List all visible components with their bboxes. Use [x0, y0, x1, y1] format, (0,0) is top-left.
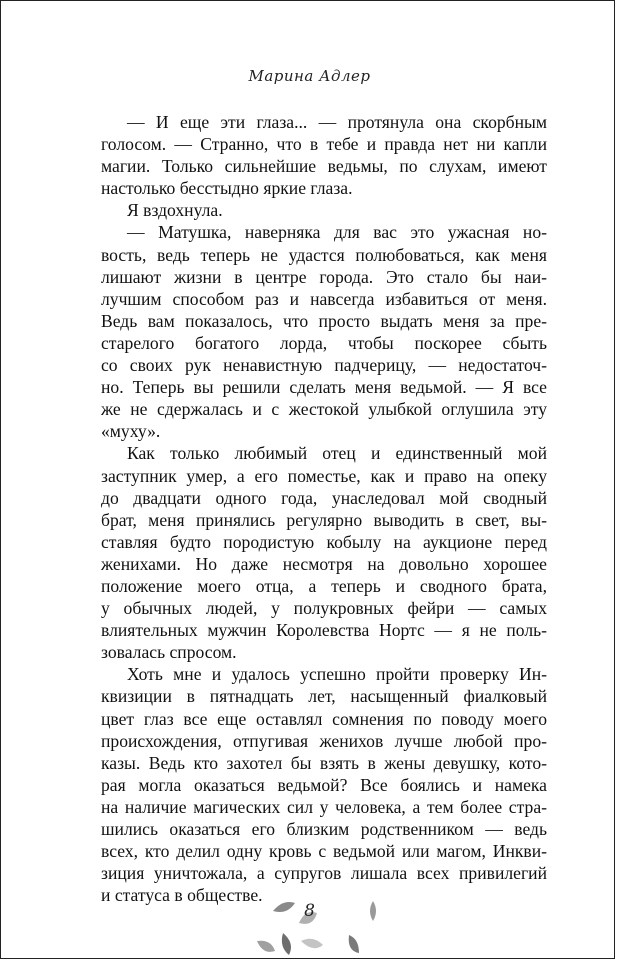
page-number: 8: [304, 901, 315, 921]
text-line: происхождения, отпугивая женихов лучше любой про-: [101, 730, 547, 751]
text-line: квизиции в пятнадцать лет, насыщенный фиалковый: [101, 686, 547, 707]
petal-shape: [282, 933, 291, 955]
text-line: и статуса в обществе.: [101, 885, 263, 906]
petal-ornament: [1, 881, 617, 961]
text-line: рая могла оказаться ведьмой? Все боялись и намека: [101, 774, 547, 795]
text-line: у обычных людей, у полукровных фейри — самых: [101, 598, 547, 619]
text-line: Хоть мне и удалось успешно пройти проверку Ин-: [127, 664, 547, 685]
text-line: «муху».: [101, 421, 161, 442]
text-line: но. Теперь вы решили сделать меня ведьмой. — Я все: [101, 377, 547, 398]
text-line: положение моего отца, а теперь и сводного брата,: [101, 575, 547, 596]
text-line: ставляя будто породистую кобылу на аукционе перед: [101, 531, 547, 552]
text-line: зиция уничтожала, а супругов лишала всех привилегий: [101, 863, 547, 884]
petal-shape: [257, 941, 275, 952]
text-line: настолько бесстыдно яркие глаза.: [101, 178, 353, 199]
text-line: на наличие магических сил у человека, а тем более стра-: [101, 796, 547, 817]
petal-shape: [301, 939, 323, 948]
text-line: же не сдержалась и с жестокой улыбкой оглушила эту: [101, 399, 547, 420]
running-title: Марина Адлер: [248, 67, 371, 85]
text-line: до двадцати одного года, унаследовал мой сводный: [101, 487, 547, 508]
text-line: — Матушка, наверняка для вас это ужасная но-: [127, 222, 547, 243]
text-line: голосом. — Странно, что в тебе и правда нет ни капли: [101, 134, 547, 155]
text-line: лишают жизни в центре города. Это стало бы наи-: [101, 266, 547, 287]
text-line: заступник умер, а его поместье, как и право на опеку: [101, 465, 547, 486]
text-line: магии. Только сильнейшие ведьмы, по слухам, имеют: [101, 156, 547, 177]
text-line: Как только любимый отец и единственный мой: [127, 443, 547, 464]
text-line: старелого богатого лорда, чтобы поскорее сбыть: [101, 332, 547, 353]
text-line: со своих рук ненавистную падчерицу, — недостаточ-: [101, 355, 547, 376]
text-line: цвет глаз все еще оставлял сомнения по поводу моего: [101, 708, 547, 729]
text-line: всех, кто делил одну кровь с ведьмой или магом, Инкви-: [101, 841, 547, 862]
text-line: женихами. Но даже несмотря на довольно хорошее: [101, 553, 547, 574]
text-line: Ведь вам показалось, что просто выдать меня за пре-: [101, 310, 547, 331]
text-line: лучшим способом раз и навсегда избавиться от меня.: [101, 288, 547, 309]
body-text: [101, 111, 547, 906]
text-line: казы. Ведь кто захотел бы взять в жены девушку, кото-: [101, 752, 547, 773]
text-line: зовалась спросом.: [101, 642, 237, 663]
text-line: вость, ведь теперь не удастся полюбоваться, как меня: [101, 244, 547, 265]
petal-shape: [349, 935, 359, 953]
text-line: брат, меня принялись регулярно выводить в свет, вы-: [101, 509, 547, 530]
text-line: Я вздохнула.: [127, 200, 223, 221]
text-line: влиятельных мужчин Королевства Нортс — я не поль-: [101, 620, 547, 641]
text-line: шились оказаться его близким родственником — ведь: [101, 819, 547, 839]
text-line: — И еще эти глаза... — протянула она скорбным: [127, 112, 547, 132]
